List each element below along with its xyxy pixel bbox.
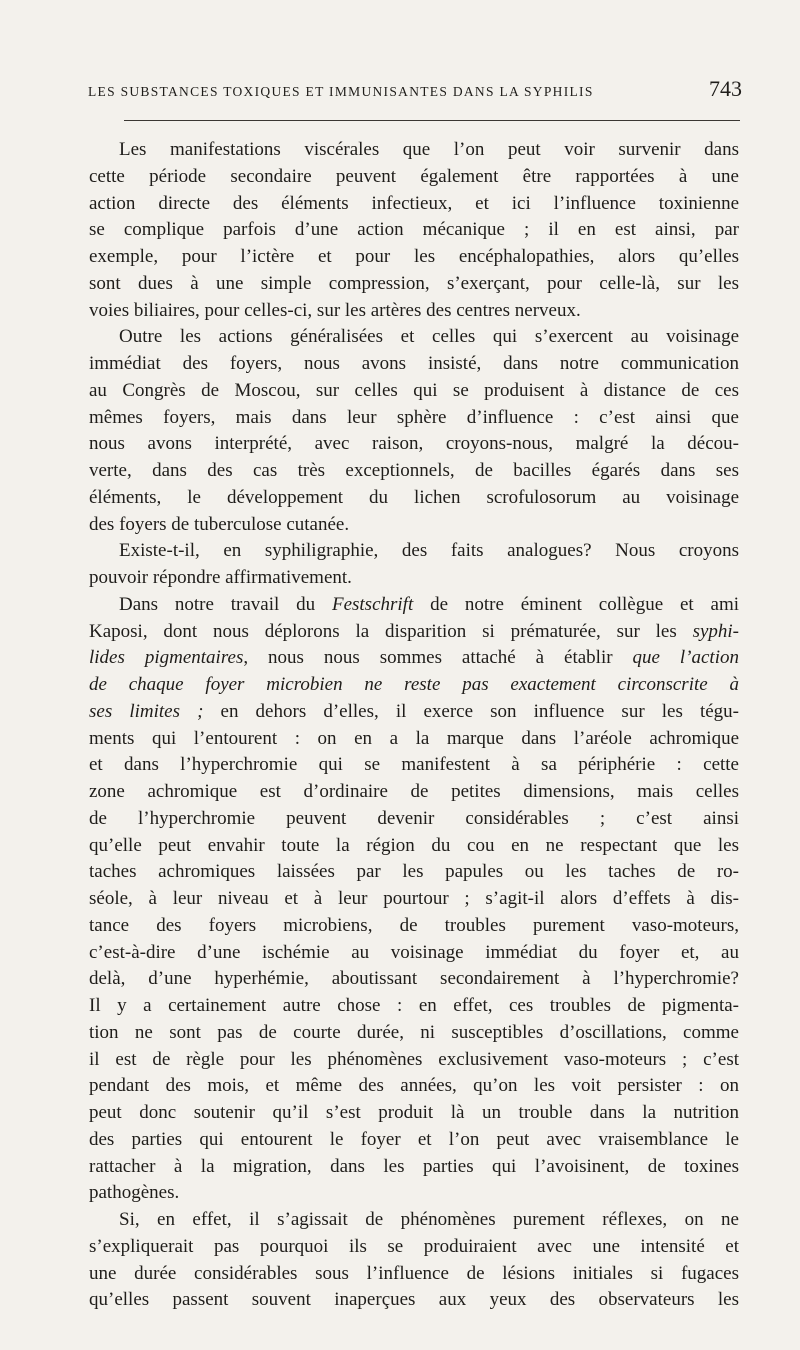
text-line	[89, 1180, 739, 1207]
italic-text-segment: que l’action	[632, 647, 739, 669]
text-line	[89, 298, 739, 325]
text-segment: mêmes foyers, mais dans leur sphère d’influence : c’est ainsi que	[89, 406, 739, 428]
text-segment: c’est-à-dire d’une ischémie au voisinage immédiat du foyer et, au	[89, 941, 739, 963]
text-line	[89, 699, 739, 726]
text-line	[89, 619, 739, 646]
text-segment: ments qui l’entourent : on en a la marque dans l’aréole achromique	[89, 727, 739, 749]
italic-text-segment: syphi-	[692, 620, 739, 642]
text-segment: au Congrès de Moscou, sur celles qui se produisent à distance de ces	[89, 379, 739, 401]
text-segment: qu’elles passent souvent inaperçues aux yeux des observateurs les	[89, 1289, 739, 1311]
text-segment: il est de règle pour les phénomènes exclusivement vaso-moteurs ; c’est	[89, 1048, 739, 1070]
text-segment: , nous nous sommes attaché à établir	[243, 647, 633, 669]
text-segment: Outre les actions généralisées et celles qui s’exercent au voisinage	[119, 326, 739, 348]
body-text	[89, 137, 739, 1314]
text-line	[89, 137, 739, 164]
text-line	[89, 431, 739, 458]
text-segment: Si, en effet, il s’agissait de phénomènes purement réflexes, on ne	[119, 1209, 739, 1230]
text-segment: exemple, pour l’ictère et pour les encéphalopathies, alors qu’elles	[89, 246, 739, 267]
running-title: LES SUBSTANCES TOXIQUES ET IMMUNISANTES DANS LA SYPHILIS	[88, 84, 594, 99]
text-line	[89, 217, 739, 244]
text-line	[89, 645, 739, 672]
text-line	[89, 405, 739, 432]
text-segment: tance des foyers microbiens, de troubles purement vaso-moteurs,	[89, 914, 739, 936]
text-segment: Il y a certainement autre chose : en effet, ces troubles de pigmenta-	[89, 995, 739, 1016]
text-line	[89, 672, 739, 699]
text-line	[89, 940, 739, 967]
text-line	[89, 833, 739, 860]
text-line	[89, 752, 739, 779]
text-line	[89, 1020, 739, 1047]
text-line	[89, 1207, 739, 1234]
italic-text-segment: Festschrift	[331, 593, 414, 615]
text-line	[89, 993, 739, 1020]
text-line	[89, 271, 739, 298]
text-line	[89, 565, 739, 592]
text-segment: rattacher à la migration, dans les parties qui l’avoisinent, de toxines	[89, 1155, 739, 1177]
text-line	[89, 806, 739, 833]
text-segment: tion ne sont pas de courte durée, ni susceptibles d’oscillations, comme	[89, 1021, 739, 1043]
text-line	[89, 1154, 739, 1181]
text-segment: des foyers de tuberculose cutanée.	[89, 513, 350, 535]
text-line	[89, 485, 739, 512]
text-line	[89, 1100, 739, 1127]
text-segment: pouvoir répondre affirmativement.	[89, 567, 352, 588]
text-segment: et dans l’hyperchromie qui se manifestent à sa périphérie : cette	[89, 754, 739, 776]
text-segment: verte, dans des cas très exceptionnels, de bacilles égarés dans ses	[89, 460, 739, 481]
text-line	[89, 913, 739, 940]
italic-text-segment: lides pigmentaires	[89, 647, 244, 669]
italic-text-segment: ses limites ;	[89, 700, 204, 722]
text-segment: une durée considérables sous l’influence de lésions initiales si fugaces	[89, 1262, 739, 1284]
text-segment: Existe-t-il, en syphiligraphie, des faits analogues? Nous croyons	[119, 540, 739, 562]
text-line	[89, 886, 739, 913]
text-segment: action directe des éléments infectieux, et ici l’influence toxinienne	[89, 192, 739, 214]
text-segment: peut donc soutenir qu’il s’est produit là un trouble dans la nutrition	[89, 1102, 739, 1123]
running-head	[88, 76, 742, 102]
text-line	[89, 859, 739, 886]
text-line	[89, 324, 739, 351]
text-segment: qu’elle peut envahir toute la région du cou en ne respectant que les	[89, 834, 739, 856]
text-segment: éléments, le développement du lichen scrofulosorum au voisinage	[89, 486, 739, 508]
text-line	[89, 244, 739, 271]
header-rule	[124, 120, 740, 121]
text-segment: pathogènes.	[89, 1182, 180, 1204]
text-segment: voies biliaires, pour celles-ci, sur les artères des centres nerveux.	[89, 299, 581, 321]
text-segment: cette période secondaire peuvent également être rapportées à une	[89, 165, 739, 187]
page-number: 743	[709, 76, 742, 101]
italic-text-segment: de chaque foyer microbien ne reste pas exactement circonscrite à	[89, 674, 739, 695]
text-line	[89, 966, 739, 993]
text-line	[89, 1234, 739, 1261]
text-segment: Dans notre travail du	[119, 593, 332, 615]
text-line	[89, 378, 739, 405]
text-segment: sont dues à une simple compression, s’exerçant, pour celle-là, sur les	[89, 272, 739, 294]
text-line	[89, 512, 739, 539]
text-segment: des parties qui entourent le foyer et l’on peut avec vraisemblance le	[89, 1128, 739, 1150]
text-line	[89, 1127, 739, 1154]
text-line	[89, 592, 739, 619]
text-segment: de notre éminent collègue et ami	[413, 593, 739, 615]
text-line	[89, 538, 739, 565]
text-line	[89, 1073, 739, 1100]
text-line	[89, 779, 739, 806]
text-segment: séole, à leur niveau et à leur pourtour ; s’agit-il alors d’effets à dis-	[89, 888, 739, 909]
text-segment: Kaposi, dont nous déplorons la disparition si prématurée, sur les	[89, 620, 693, 642]
text-line	[89, 1287, 739, 1314]
text-segment: s’expliquerait pas pourquoi ils se produiraient avec une intensité et	[89, 1235, 739, 1257]
text-segment: immédiat des foyers, nous avons insisté, dans notre communication	[89, 353, 739, 374]
text-segment: de l’hyperchromie peuvent devenir considérables ; c’est ainsi	[89, 807, 739, 829]
text-segment: se complique parfois d’une action mécanique ; il en est ainsi, par	[89, 219, 739, 241]
text-line	[89, 191, 739, 218]
text-segment: Les manifestations viscérales que l’on peut voir survenir dans	[119, 139, 739, 160]
text-line	[89, 458, 739, 485]
text-line	[89, 164, 739, 191]
text-segment: taches achromiques laissées par les papules ou les taches de ro-	[89, 861, 739, 883]
text-line	[89, 1261, 739, 1288]
text-segment: en dehors d’elles, il exerce son influence sur les tégu-	[203, 700, 739, 722]
text-segment: nous avons interprété, avec raison, croyons-nous, malgré la décou-	[89, 433, 739, 455]
text-line	[89, 351, 739, 378]
text-line	[89, 1047, 739, 1074]
text-segment: delà, d’une hyperhémie, aboutissant secondairement à l’hyperchromie?	[89, 968, 739, 990]
text-segment: pendant des mois, et même des années, qu’on les voit persister : on	[89, 1075, 739, 1097]
text-segment: zone achromique est d’ordinaire de petites dimensions, mais celles	[89, 781, 739, 802]
text-line	[89, 726, 739, 753]
